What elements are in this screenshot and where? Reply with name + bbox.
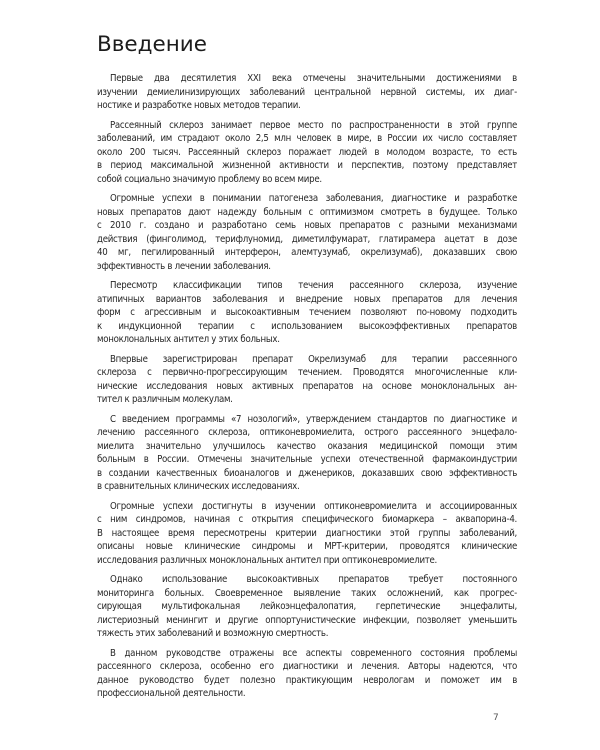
text-line: 40 мг, пегилированный интерферон, алемтузумаб, окрелизумаб), доказавших свою xyxy=(97,247,517,258)
paragraph xyxy=(97,647,517,701)
text-line: мониторинга больных. Своевременное выявление таких осложнений, как прогрес- xyxy=(97,587,517,599)
text-line: в сравнительных клинических исследованиях. xyxy=(97,481,300,492)
text-line: тител к различным молекулам. xyxy=(97,394,233,405)
text-line: Пересмотр классификации типов течения рассеянного склероза, изучение xyxy=(110,280,517,291)
text-line: нические исследования новых активных препаратов на основе моноклональных ан- xyxy=(97,380,517,392)
text-line: с 2010 г. создано и разработано семь новых препаратов с разными механизмами xyxy=(97,220,517,231)
text-line: ностике и разработке новых методов терапии. xyxy=(97,100,301,111)
text-line: исследования различных моноклональных антител при оптиконевромиелите. xyxy=(97,554,438,566)
body-text xyxy=(97,72,517,707)
text-line: склероза с первично-прогрессирующим течением. Проводятся многочисленные кли- xyxy=(97,367,517,378)
text-line: Впервые зарегистрирован препарат Окрелизумаб для терапии рассеянного xyxy=(110,353,517,365)
text-line: Первые два десятилетия XXI века отмечены значительными достижениями в xyxy=(110,73,517,84)
paragraph xyxy=(97,413,517,494)
text-line: Рассеянный склероз занимает первое место по распространенности в этой группе xyxy=(110,119,517,131)
text-line: моноклональных антител у этих больных. xyxy=(97,334,280,345)
text-line: больным в России. Отмечены значительные успехи отечественной фармакоиндустрии xyxy=(97,454,517,465)
text-line: В данном руководстве отражены все аспекты современного состояния проблемы xyxy=(110,647,517,659)
text-line: рассеянного склероза, особенно его диагностики и лечения. Авторы надеются, что xyxy=(97,661,517,672)
text-line: С введением программы «7 нозологий», утверждением стандартов по диагностике и xyxy=(110,413,517,425)
paragraph xyxy=(97,353,517,407)
text-line: действия (финголимод, терифлуномид, диметилфумарат, глатирамера ацетат в дозе xyxy=(97,233,517,245)
text-line: с ним синдромов, начиная с открытия специфического биомаркера – аквапорина-4. xyxy=(97,514,517,525)
text-line: атипичных вариантов заболевания и внедрение новых препаратов для лечения xyxy=(97,293,517,305)
text-line: изучении демиелинизирующих заболеваний центральной нервной системы, их диаг- xyxy=(97,86,517,98)
text-line: тяжесть этих заболеваний и возможную смертность. xyxy=(97,628,329,639)
text-line: Однако использование высокоактивных препаратов требует постоянного xyxy=(110,574,517,585)
text-line: Огромные успехи достигнуты в изучении оптиконевромиелита и ассоциированных xyxy=(110,500,517,512)
text-line: новых препаратов дают надежду больным с оптимизмом смотреть в будущее. Только xyxy=(97,206,517,218)
text-line: форм с агрессивным и высокоактивным течением позволяют по-новому подходить xyxy=(97,307,517,318)
text-line: около 200 тысяч. Рассеянный склероз поражает людей в молодом возрасте, то есть xyxy=(97,146,517,158)
text-line: собой социально значимую проблему во всем мире. xyxy=(97,173,322,185)
paragraph xyxy=(97,119,517,187)
paragraph xyxy=(97,573,517,641)
text-line: к индукционной терапии с использованием высокоэффективных препаратов xyxy=(97,320,517,332)
page-number: 7 xyxy=(493,713,499,723)
text-line: листериозный менингит и другие оппортунистические инфекции, позволяет уменьшить xyxy=(97,614,517,626)
text-line: заболеваний, им страдают около 2,5 млн человек в мире, в России их число составляет xyxy=(97,133,517,144)
text-line: сирующая мультифокальная лейкоэнцефалопатия, герпетические энцефалиты, xyxy=(97,601,517,612)
text-line: миелита значительно улучшилось качество оказания медицинской помощи этим xyxy=(97,440,517,452)
page-title: Введение xyxy=(97,32,207,57)
text-line: в создании качественных биоаналогов и дженериков, доказавших свою эффективность xyxy=(97,467,517,479)
text-line: Огромные успехи в понимании патогенеза заболевания, диагностике и разработке xyxy=(110,193,517,204)
text-line: В настоящее время пересмотрены критерии диагностики этой группы заболеваний, xyxy=(97,527,517,539)
text-line: лечению рассеянного склероза, оптиконевромиелита, острого рассеянного энцефало- xyxy=(97,427,517,438)
paragraph xyxy=(97,500,517,568)
paragraph xyxy=(97,192,517,273)
text-line: эффективность в лечении заболевания. xyxy=(97,260,271,272)
paragraph xyxy=(97,72,517,113)
text-line: профессиональной деятельности. xyxy=(97,688,246,699)
text-line: описаны новые клинические синдромы и МРТ-критерии, проводятся клинические xyxy=(97,541,517,552)
text-line: в период максимальной жизненной активности и перспектив, поэтому представляет xyxy=(97,160,517,171)
paragraph xyxy=(97,279,517,347)
text-line: данное руководство будет полезно практикующим неврологам и поможет им в xyxy=(97,674,517,686)
